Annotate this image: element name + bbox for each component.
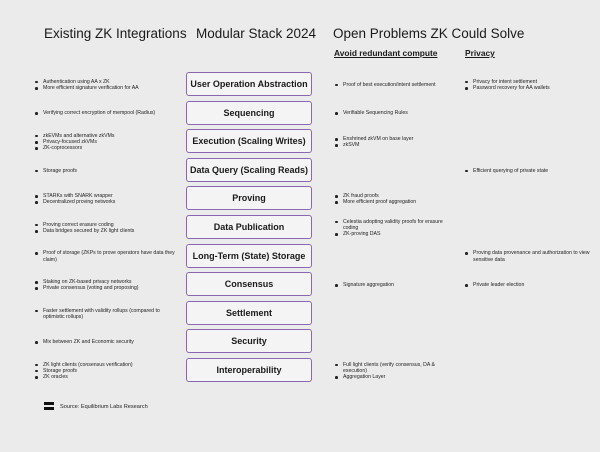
stack-row [0, 71, 600, 99]
redundant-compute-problems [334, 185, 458, 213]
bullet-item: Proving correct erasure coding [34, 222, 134, 228]
redundant-compute-problems [334, 157, 458, 185]
redundant-compute-problems [334, 71, 458, 99]
stack-layer-box: Consensus [186, 272, 312, 296]
existing-integrations [34, 214, 182, 242]
subheader-redundant-compute: Avoid redundant compute [334, 48, 438, 58]
stack-layer-box: Proving [186, 186, 312, 210]
stack-layer-box: Sequencing [186, 101, 312, 125]
existing-integrations [34, 185, 182, 213]
privacy-problems [464, 300, 596, 328]
existing-integrations [34, 100, 182, 128]
bullet-item: zkSVM [334, 142, 413, 148]
privacy-problems [464, 157, 596, 185]
stack-row [0, 300, 600, 328]
bullet-item: Decentralized proving networks [34, 199, 115, 205]
stack-layer-box: Interoperability [186, 358, 312, 382]
bullet-item: Private leader election [464, 282, 524, 288]
existing-integrations [34, 300, 182, 328]
bullet-item: Proof of best execution/intent settlement [334, 82, 436, 88]
bullet-item: Celestia adopting validity proofs for erasure coding [334, 219, 458, 231]
privacy-problems [464, 128, 596, 156]
bullet-item: Authentication using AA x ZK [34, 79, 139, 85]
bullet-item: Password recovery for AA wallets [464, 85, 550, 91]
privacy-problems [464, 357, 596, 385]
header-modular-stack: Modular Stack 2024 [196, 26, 317, 41]
stack-layer-box: Execution (Scaling Writes) [186, 129, 312, 153]
bullet-item: STARKs with SNARK wrapper [34, 193, 115, 199]
bullet-item: ZK-coprocessors [34, 145, 115, 151]
header-open-problems: Open Problems ZK Could Solve [333, 26, 525, 41]
bullet-item: Private consensus (voting and proposing) [34, 285, 138, 291]
source-note [44, 402, 148, 411]
privacy-problems [464, 100, 596, 128]
existing-integrations [34, 243, 182, 271]
privacy-problems [464, 71, 596, 99]
stack-layer-box: Data Query (Scaling Reads) [186, 158, 312, 182]
bullet-item: Storage proofs [34, 168, 77, 174]
existing-integrations [34, 71, 182, 99]
bullet-item: Proof of storage (ZKPs to prove operators have data they claim) [34, 250, 182, 262]
stack-layer-box: Data Publication [186, 215, 312, 239]
bullet-item: zkEVMs and alternative zkVMs [34, 133, 115, 139]
existing-integrations [34, 128, 182, 156]
bullet-item: Efficient querying of private state [464, 168, 548, 174]
existing-integrations [34, 157, 182, 185]
existing-integrations [34, 357, 182, 385]
bullet-item: Data bridges secured by ZK light clients [34, 228, 134, 234]
redundant-compute-problems [334, 100, 458, 128]
redundant-compute-problems [334, 271, 458, 299]
stack-layer-box: Long-Term (State) Storage [186, 244, 312, 268]
bullet-item: Aggregation Layer [334, 374, 458, 380]
privacy-problems [464, 185, 596, 213]
stack-layer-box: Settlement [186, 301, 312, 325]
header-existing: Existing ZK Integrations [44, 26, 187, 41]
existing-integrations [34, 328, 182, 356]
stack-layer-box: User Operation Abstraction [186, 72, 312, 96]
stack-layer-box: Security [186, 329, 312, 353]
redundant-compute-problems [334, 357, 458, 385]
stack-row [0, 157, 600, 185]
privacy-problems [464, 214, 596, 242]
stack-row [0, 214, 600, 242]
bullet-item: Signature aggregation [334, 282, 394, 288]
bullet-item: ZK-proving DAS [334, 231, 458, 237]
bullet-item: Verifiable Sequencing Rules [334, 110, 408, 116]
bullet-item: Enshrined zkVM on base layer [334, 136, 413, 142]
bullet-item: Staking on ZK-based privacy networks [34, 279, 138, 285]
stack-row [0, 357, 600, 385]
bullet-item: Mix between ZK and Economic security [34, 339, 134, 345]
redundant-compute-problems [334, 214, 458, 242]
bullet-item: Proving data provenance and authorization to view sensitive data [464, 250, 596, 262]
bullet-item: ZK light clients (consensus verification) [34, 362, 133, 368]
redundant-compute-problems [334, 328, 458, 356]
bullet-item: ZK fraud proofs [334, 193, 416, 199]
stack-row [0, 100, 600, 128]
bullet-item: Full light clients (verify consensus, DA & execution) [334, 362, 458, 374]
stack-row [0, 128, 600, 156]
bullet-item: Faster settlement with validity rollups (compared to optimistic rollups) [34, 308, 182, 320]
bullet-item: Privacy for intent settlement [464, 79, 550, 85]
bullet-item: Storage proofs [34, 368, 133, 374]
privacy-problems [464, 328, 596, 356]
bullet-item: More efficient proof aggregation [334, 199, 416, 205]
stack-row [0, 243, 600, 271]
existing-integrations [34, 271, 182, 299]
stack-row [0, 328, 600, 356]
privacy-problems [464, 243, 596, 271]
source-text: Source: Equilibrium Labs Research [60, 403, 148, 410]
bullet-item: More efficient signature verification for AA [34, 85, 139, 91]
equilibrium-logo-icon [44, 402, 54, 411]
bullet-item: Privacy-focused zkVMs [34, 139, 115, 145]
redundant-compute-problems [334, 243, 458, 271]
redundant-compute-problems [334, 128, 458, 156]
stack-row [0, 271, 600, 299]
redundant-compute-problems [334, 300, 458, 328]
bullet-item: ZK oracles [34, 374, 133, 380]
subheader-privacy: Privacy [465, 48, 495, 58]
bullet-item: Verifying correct encryption of mempool (Radius) [34, 110, 155, 116]
stack-row [0, 185, 600, 213]
privacy-problems [464, 271, 596, 299]
